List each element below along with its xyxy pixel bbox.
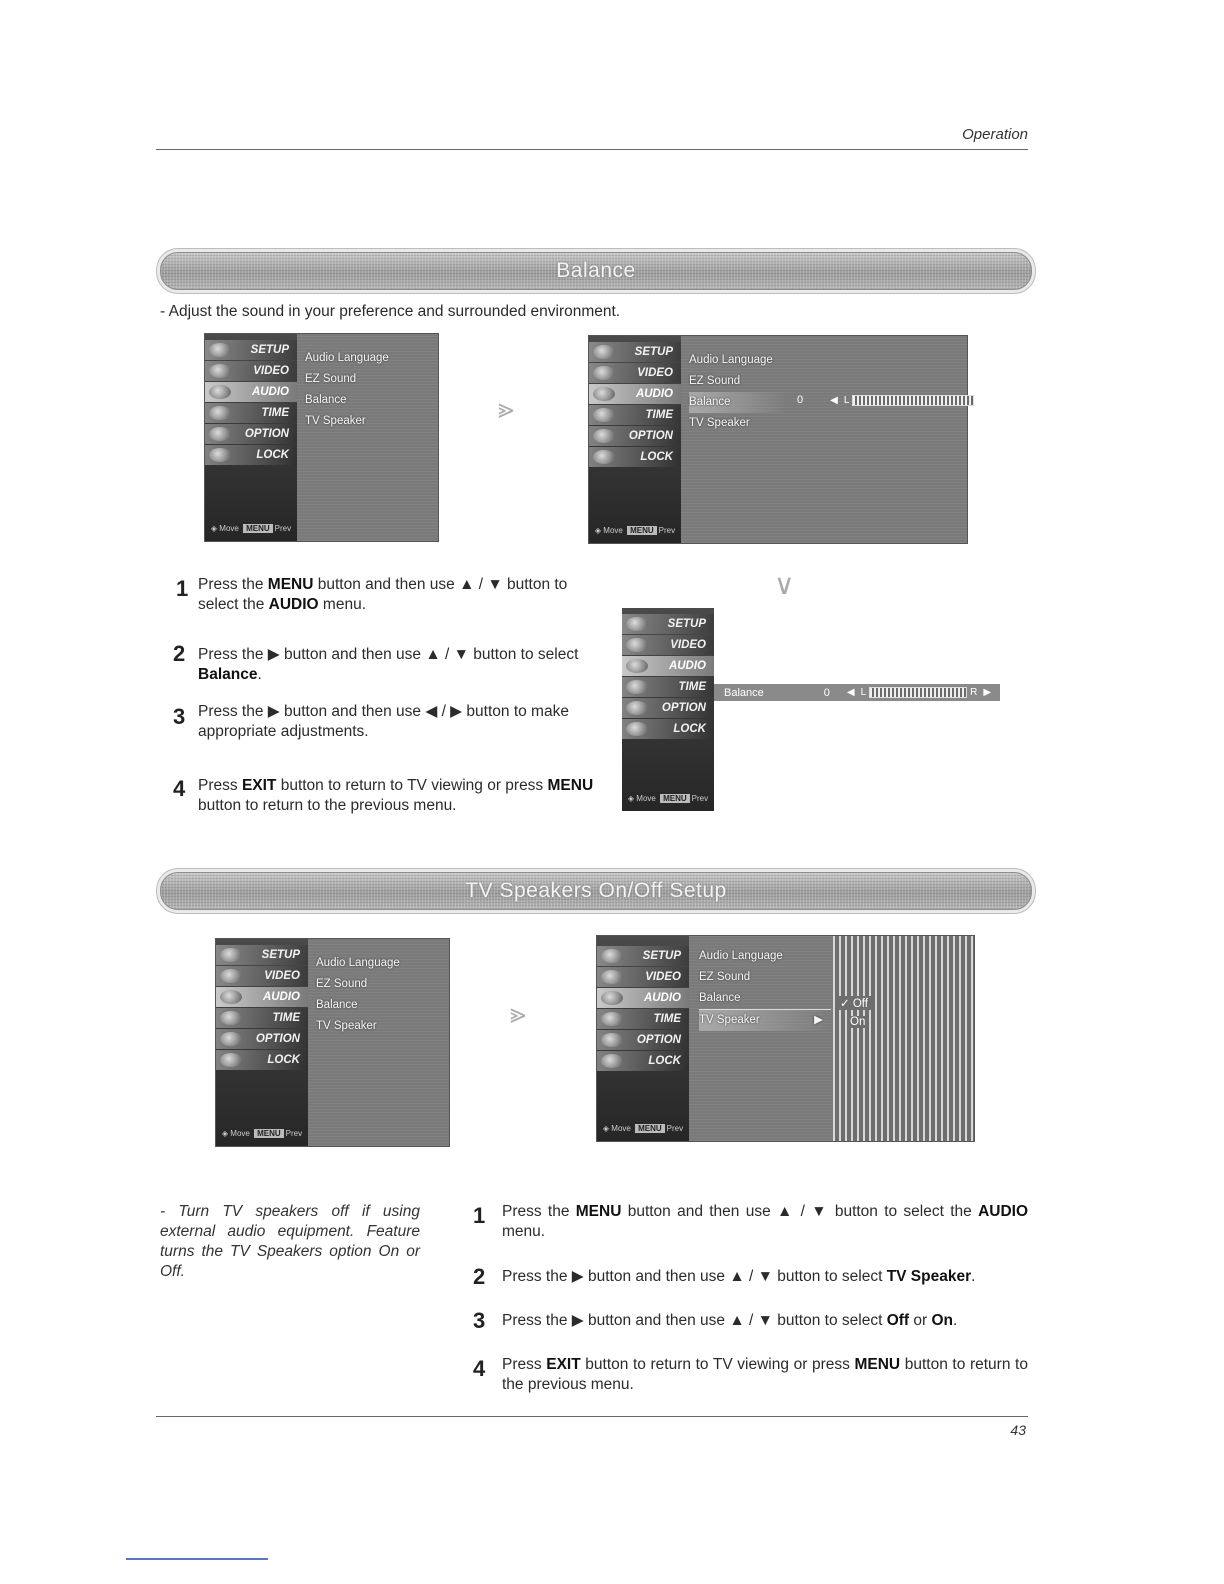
nav-hint: ◈ Move MENU Prev: [594, 526, 676, 535]
tab-option: OPTION: [597, 1030, 689, 1050]
tab-option: OPTION: [216, 1029, 308, 1049]
balance-value: 0: [797, 394, 804, 406]
bottom-link-bar: [126, 1558, 268, 1560]
speakers-screen-1: [215, 938, 450, 1147]
tab-video: VIDEO: [205, 361, 297, 381]
balance-screen-1: [204, 333, 439, 542]
audio-menu: [305, 348, 389, 432]
menu-item-ez-sound: EZ Sound: [305, 373, 357, 385]
right-arrow-icon: ▶: [990, 394, 999, 406]
balance-step-3: Press the ▶ button and then use ◀ / ▶ button to make appropriate adjustments.: [198, 703, 569, 740]
tab-video: VIDEO: [216, 966, 308, 986]
speakers-banner-title: TV Speakers On/Off Setup: [465, 879, 727, 902]
nav-hint: ◈ Move MENU Prev: [602, 1124, 684, 1133]
menu-item-balance: Balance: [689, 392, 787, 413]
lock-icon: [220, 1053, 242, 1067]
slider-right-label: R: [977, 394, 985, 406]
speakers-banner: [160, 872, 1032, 910]
left-arrow-icon: ◀: [830, 394, 838, 406]
slider-right-label: R: [970, 687, 978, 698]
tab-video: VIDEO: [589, 363, 681, 383]
option-icon: [593, 429, 615, 443]
tab-option: OPTION: [589, 426, 681, 446]
balance-banner-title: Balance: [556, 259, 636, 282]
tab-lock: LOCK: [597, 1051, 689, 1071]
tab-audio: AUDIO: [597, 988, 689, 1008]
menu-tabs: [216, 939, 308, 1146]
speakers-screen-2: [596, 935, 975, 1142]
tab-setup: SETUP: [597, 946, 689, 966]
menu-tabs: [597, 936, 689, 1141]
menu-item-balance: Balance: [316, 999, 358, 1011]
menu-item-audio-language: Audio Language: [699, 950, 783, 962]
video-icon: [593, 366, 615, 380]
setup-icon: [209, 343, 231, 357]
video-icon: [601, 970, 623, 984]
slider-left-label: L: [843, 394, 850, 406]
menu-item-ez-sound: EZ Sound: [689, 375, 741, 387]
arrow-right-icon: ⪢: [498, 393, 514, 424]
lock-icon: [209, 448, 231, 462]
tab-lock: LOCK: [216, 1050, 308, 1070]
option-icon: [220, 1032, 242, 1046]
balance-screen-3: [622, 608, 714, 811]
option-on[interactable]: On: [847, 1016, 868, 1028]
page-number: 43: [1010, 1422, 1026, 1438]
tab-time: TIME: [622, 677, 714, 697]
video-icon: [220, 969, 242, 983]
left-arrow-icon: ◀: [846, 687, 855, 698]
menu-item-audio-language: Audio Language: [316, 957, 400, 969]
tab-video: VIDEO: [622, 635, 714, 655]
setup-icon: [626, 617, 648, 631]
balance-intro: - Adjust the sound in your preference and surrounded environment.: [160, 303, 621, 320]
tab-video: VIDEO: [597, 967, 689, 987]
tab-audio: AUDIO: [205, 382, 297, 402]
menu-item-tv-speaker: TV Speaker: [316, 1020, 377, 1032]
time-icon: [209, 406, 231, 420]
nav-hint: ◈ Move MENU Prev: [221, 1129, 303, 1138]
tab-setup: SETUP: [589, 342, 681, 362]
tab-audio: AUDIO: [589, 384, 681, 404]
time-icon: [220, 1011, 242, 1025]
balance-adjust-bar: [714, 684, 1000, 701]
audio-icon: [593, 387, 615, 401]
tab-time: TIME: [597, 1009, 689, 1029]
balance-screen-2: [588, 335, 999, 544]
tab-setup: SETUP: [205, 340, 297, 360]
menu-item-tv-speaker: TV Speaker: [305, 415, 366, 427]
tab-lock: LOCK: [205, 445, 297, 465]
lock-icon: [626, 722, 648, 736]
header-rule: [156, 149, 1028, 150]
submenu-arrow-icon: ▶: [814, 1014, 823, 1026]
balance-step-3-number: 3: [173, 704, 186, 729]
time-icon: [601, 1012, 623, 1026]
balance-step-2: Press the ▶ button and then use ▲ / ▼ button to select Balance.: [198, 646, 579, 683]
menu-item-audio-language: Audio Language: [689, 354, 773, 366]
nav-hint: ◈ Move MENU Prev: [210, 524, 292, 533]
menu-tabs: [205, 334, 297, 541]
setup-icon: [593, 345, 615, 359]
setup-icon: [601, 949, 623, 963]
audio-menu: [689, 350, 787, 434]
audio-icon: [209, 385, 231, 399]
option-off[interactable]: ✓ Off: [837, 996, 871, 1010]
option-icon: [626, 701, 648, 715]
arrow-down-icon: ∨: [774, 569, 795, 600]
slider-left-label: L: [860, 687, 867, 698]
tab-option: OPTION: [622, 698, 714, 718]
tab-time: TIME: [216, 1008, 308, 1028]
video-icon: [209, 364, 231, 378]
tab-lock: LOCK: [622, 719, 714, 739]
balance-step-2-number: 2: [173, 641, 186, 666]
balance-slider-row: [797, 394, 1001, 406]
tab-time: TIME: [589, 405, 681, 425]
menu-tabs: [622, 608, 714, 811]
option-icon: [209, 427, 231, 441]
tab-setup: SETUP: [216, 945, 308, 965]
audio-menu: [699, 946, 831, 1031]
tab-audio: AUDIO: [622, 656, 714, 676]
menu-tabs: [589, 336, 681, 543]
audio-icon: [626, 659, 648, 673]
balance-adjust-value: 0: [823, 686, 830, 699]
speakers-step-4-number: 4: [473, 1356, 486, 1381]
tab-audio: AUDIO: [216, 987, 308, 1007]
balance-step-4: Press EXIT button to return to TV viewing or press MENU button to return to the previous menu.: [198, 777, 594, 814]
menu-item-ez-sound: EZ Sound: [316, 978, 368, 990]
balance-slider[interactable]: [852, 395, 974, 406]
menu-item-balance: Balance: [305, 394, 347, 406]
tab-time: TIME: [205, 403, 297, 423]
video-icon: [626, 638, 648, 652]
speakers-step-2: Press the ▶ button and then use ▲ / ▼ button to select TV Speaker.: [502, 1268, 976, 1285]
balance-step-1-number: 1: [176, 576, 189, 601]
section-header: Operation: [962, 126, 1028, 143]
tab-option: OPTION: [205, 424, 297, 444]
menu-item-balance: Balance: [699, 992, 741, 1004]
menu-item-tv-speaker: TV Speaker ▶: [699, 1009, 831, 1031]
balance-adjust-label: Balance: [724, 686, 764, 699]
menu-item-audio-language: Audio Language: [305, 352, 389, 364]
speakers-step-1: Press the MENU button and then use ▲ / ▼ button to select the AUDIO menu.: [502, 1203, 1029, 1240]
menu-item-tv-speaker: TV Speaker: [689, 417, 750, 429]
balance-step-4-number: 4: [173, 776, 186, 801]
lock-icon: [593, 450, 615, 464]
menu-item-ez-sound: EZ Sound: [699, 971, 751, 983]
speakers-step-3: Press the ▶ button and then use ▲ / ▼ button to select Off or On.: [502, 1312, 958, 1329]
tab-lock: LOCK: [589, 447, 681, 467]
speakers-step-4: Press EXIT button to return to TV viewing or press MENU button to return to the previous menu.: [502, 1356, 1028, 1393]
setup-icon: [220, 948, 242, 962]
option-icon: [601, 1033, 623, 1047]
time-icon: [626, 680, 648, 694]
speakers-note: - Turn TV speakers off if using external audio equipment. Feature turns the TV Speakers option On or Off.: [160, 1203, 420, 1280]
footer-rule: [156, 1416, 1028, 1417]
audio-icon: [220, 990, 242, 1004]
tab-setup: SETUP: [622, 614, 714, 634]
arrow-right-icon: ⪢: [510, 998, 526, 1029]
time-icon: [593, 408, 615, 422]
speakers-step-1-number: 1: [473, 1203, 486, 1228]
balance-adjust-slider[interactable]: [869, 687, 967, 698]
speakers-step-3-number: 3: [473, 1308, 486, 1333]
tv-speaker-options: [833, 936, 974, 1141]
speakers-step-2-number: 2: [473, 1264, 486, 1289]
lock-icon: [601, 1054, 623, 1068]
balance-step-1: Press the MENU button and then use ▲ / ▼ button to select the AUDIO menu.: [198, 576, 568, 613]
audio-menu: [316, 953, 400, 1037]
nav-hint: ◈ Move MENU Prev: [627, 794, 709, 803]
check-icon: ✓: [840, 998, 850, 1010]
right-arrow-icon: ▶: [983, 687, 992, 698]
audio-icon: [601, 991, 623, 1005]
balance-banner: [160, 252, 1032, 290]
